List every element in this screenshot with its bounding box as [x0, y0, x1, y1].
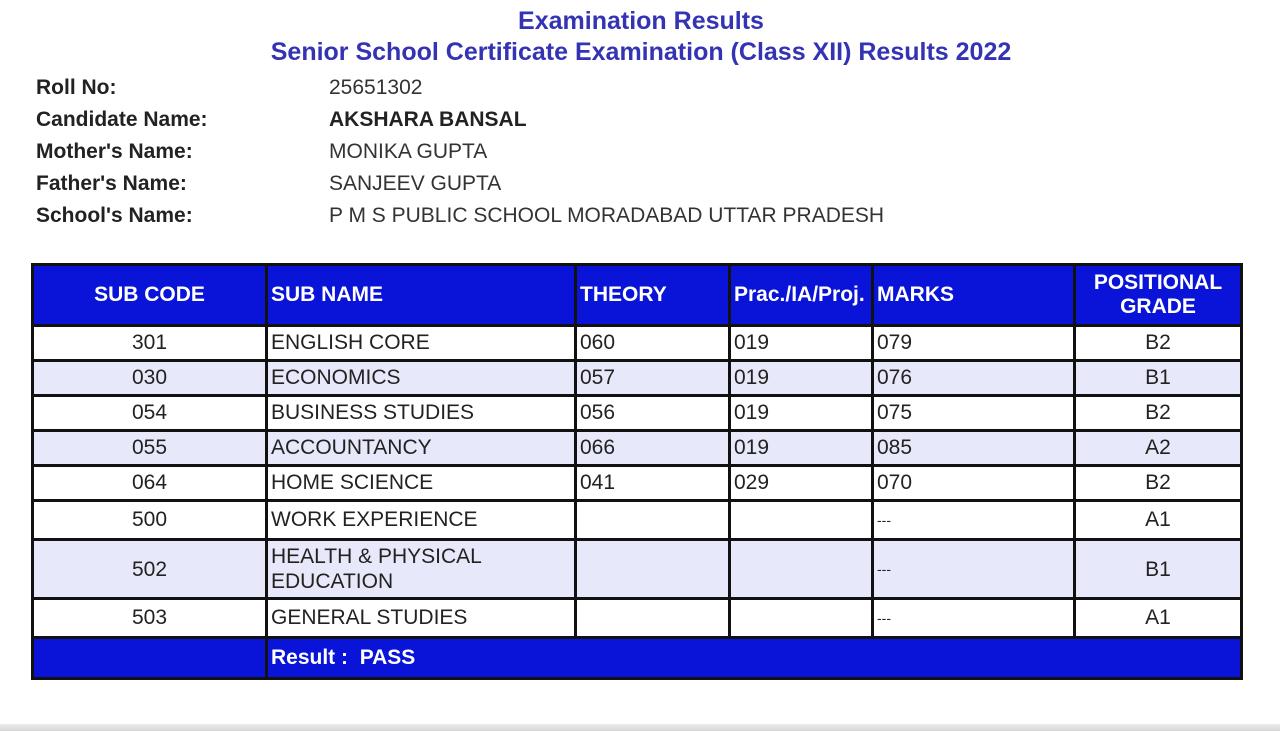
sub-code-cell: 502	[33, 540, 267, 599]
table-row	[33, 501, 1242, 540]
result-empty-cell	[33, 638, 267, 679]
marks-cell: 085	[873, 431, 1075, 466]
sub-code-cell: 054	[33, 396, 267, 431]
prac-cell: 019	[730, 361, 873, 396]
prac-cell	[730, 540, 873, 599]
theory-cell	[576, 501, 730, 540]
marks-cell: ---	[873, 501, 1075, 540]
grade-cell: A1	[1075, 599, 1242, 638]
header-positional-grade: POSITIONAL GRADE	[1075, 265, 1242, 326]
table-row	[33, 326, 1242, 361]
sub-code-cell: 064	[33, 466, 267, 501]
grade-cell: A1	[1075, 501, 1242, 540]
table-row	[33, 431, 1242, 466]
page-subtitle: Senior School Certificate Examination (Class XII) Results 2022	[270, 38, 1012, 66]
candidate-name-row	[36, 104, 884, 136]
result-cell	[267, 638, 1242, 679]
marks-cell: 070	[873, 466, 1075, 501]
results-table	[31, 263, 1243, 680]
school-name-label: School's Name:	[36, 204, 193, 227]
father-name-row	[36, 168, 884, 200]
theory-cell: 056	[576, 396, 730, 431]
theory-cell: 060	[576, 326, 730, 361]
prac-cell: 019	[730, 431, 873, 466]
result-row	[33, 638, 1242, 679]
table-row	[33, 540, 1242, 599]
sub-name-cell: ACCOUNTANCY	[267, 431, 576, 466]
table-row	[33, 361, 1242, 396]
page-header	[0, 6, 1280, 68]
sub-code-cell: 500	[33, 501, 267, 540]
header-sub-name: SUB NAME	[267, 265, 576, 326]
grade-cell: B1	[1075, 540, 1242, 599]
sub-name-cell: ENGLISH CORE	[267, 326, 576, 361]
sub-name-cell: HEALTH & PHYSICAL EDUCATION	[267, 540, 576, 599]
marks-cell: ---	[873, 540, 1075, 599]
candidate-name-value: AKSHARA BANSAL	[329, 108, 527, 131]
sub-name-cell: HOME SCIENCE	[267, 466, 576, 501]
father-name-value: SANJEEV GUPTA	[329, 172, 502, 195]
roll-no-row	[36, 72, 884, 104]
theory-cell	[576, 540, 730, 599]
sub-name-cell: BUSINESS STUDIES	[267, 396, 576, 431]
prac-cell: 019	[730, 396, 873, 431]
father-name-label: Father's Name:	[36, 172, 187, 195]
sub-code-cell: 055	[33, 431, 267, 466]
roll-no-label: Roll No:	[36, 76, 117, 99]
theory-cell: 057	[576, 361, 730, 396]
theory-cell	[576, 599, 730, 638]
page-title: Examination Results	[518, 7, 764, 35]
grade-cell: B2	[1075, 326, 1242, 361]
marks-cell: ---	[873, 599, 1075, 638]
mother-name-value: MONIKA GUPTA	[329, 140, 488, 163]
school-name-value: P M S PUBLIC SCHOOL MORADABAD UTTAR PRADESH	[329, 204, 885, 227]
prac-cell	[730, 501, 873, 540]
table-row	[33, 396, 1242, 431]
mother-name-row	[36, 136, 884, 168]
theory-cell: 041	[576, 466, 730, 501]
table-row	[33, 466, 1242, 501]
sub-name-cell: ECONOMICS	[267, 361, 576, 396]
prac-cell	[730, 599, 873, 638]
grade-cell: B2	[1075, 396, 1242, 431]
header-prac: Prac./IA/Proj.	[730, 265, 873, 326]
header-theory: THEORY	[576, 265, 730, 326]
sub-code-cell: 301	[33, 326, 267, 361]
header-marks: MARKS	[873, 265, 1075, 326]
result-value: PASS	[359, 646, 416, 669]
school-name-row	[36, 200, 884, 232]
sub-code-cell: 030	[33, 361, 267, 396]
table-header-row	[33, 265, 1242, 326]
marks-cell: 075	[873, 396, 1075, 431]
mother-name-label: Mother's Name:	[36, 140, 193, 163]
sub-name-cell: GENERAL STUDIES	[267, 599, 576, 638]
roll-no-value: 25651302	[329, 76, 423, 99]
theory-cell: 066	[576, 431, 730, 466]
marks-cell: 079	[873, 326, 1075, 361]
sub-code-cell: 503	[33, 599, 267, 638]
prac-cell: 019	[730, 326, 873, 361]
table-row	[33, 599, 1242, 638]
grade-cell: B1	[1075, 361, 1242, 396]
candidate-info	[36, 72, 884, 232]
grade-cell: A2	[1075, 431, 1242, 466]
grade-cell: B2	[1075, 466, 1242, 501]
header-sub-code: SUB CODE	[33, 265, 267, 326]
prac-cell: 029	[730, 466, 873, 501]
result-label: Result :	[271, 646, 349, 669]
marks-cell: 076	[873, 361, 1075, 396]
sub-name-cell: WORK EXPERIENCE	[267, 501, 576, 540]
candidate-name-label: Candidate Name:	[36, 108, 208, 131]
bottom-divider	[0, 724, 1280, 731]
